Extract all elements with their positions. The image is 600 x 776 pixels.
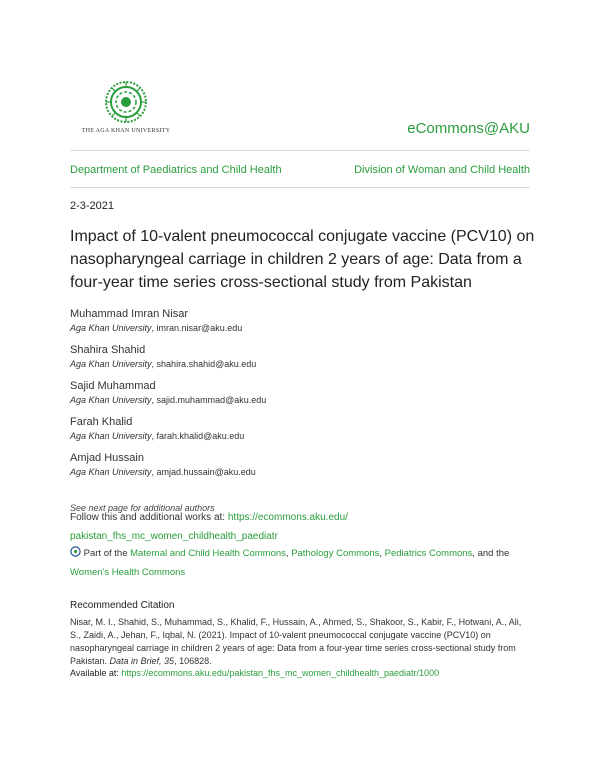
divider	[70, 150, 530, 151]
part-of-collections: Part of the Maternal and Child Health Commons, Pathology Commons, Pediatrics Commons, and the Women's Health Commons	[70, 548, 510, 578]
author-affiliation: Aga Khan University, shahira.shahid@aku.edu	[70, 359, 257, 369]
division-link[interactable]: Division of Woman and Child Health	[354, 164, 530, 176]
author-name: Muhammad Imran Nisar	[70, 308, 188, 320]
publication-date: 2-3-2021	[70, 200, 115, 212]
follow-works	[70, 508, 510, 546]
journal-name: Data in Brief, 35	[109, 656, 175, 666]
collection-link[interactable]: Women's Health Commons	[70, 567, 186, 578]
follow-text: Follow this and additional works at:	[70, 512, 228, 523]
paper-title: Impact of 10-valent pneumococcal conjugate vaccine (PCV10) on nasopharyngeal carriage in children 2 years of age: Data from a four-year time series cross-sectional study from Pakistan	[70, 228, 535, 291]
author-name: Sajid Muhammad	[70, 380, 156, 392]
available-link[interactable]: https://ecommons.aku.edu/pakistan_fhs_mc_women_childhealth_paediatr/1000	[121, 668, 440, 678]
department-link[interactable]: Department of Paediatrics and Child Health	[70, 164, 282, 176]
author-name: Farah Khalid	[70, 416, 133, 428]
author-affiliation: Aga Khan University, sajid.muhammad@aku.edu	[70, 395, 267, 405]
follow-link-continued[interactable]: pakistan_fhs_mc_women_childhealth_paediatr	[70, 531, 278, 542]
author-entry	[70, 344, 510, 369]
logo-text: THE AGA KHAN UNIVERSITY	[81, 128, 171, 134]
author-entry	[70, 452, 510, 477]
collection-link[interactable]: Pediatrics Commons	[384, 548, 473, 559]
collection-link[interactable]: Pathology Commons	[291, 548, 380, 559]
author-name: Shahira Shahid	[70, 344, 146, 356]
author-affiliation: Aga Khan University, amjad.hussain@aku.edu	[70, 467, 256, 477]
author-affiliation: Aga Khan University, farah.khalid@aku.edu	[70, 431, 245, 441]
follow-link[interactable]: https://ecommons.aku.edu/	[227, 512, 348, 523]
author-name: Amjad Hussain	[70, 452, 144, 464]
citation-heading: Recommended Citation	[70, 600, 175, 611]
collection-link[interactable]: Maternal and Child Health Commons	[130, 548, 286, 559]
author-list	[70, 308, 510, 488]
author-entry	[70, 416, 510, 441]
network-icon	[70, 546, 81, 557]
author-affiliation: Aga Khan University, imran.nisar@aku.edu	[70, 323, 243, 333]
divider	[70, 187, 530, 188]
citation-text: Nisar, M. I., Shahid, S., Muhammad, S., Khalid, F., Hussain, A., Ahmed, S., Shakoor, S., Kabir, F., Hotwani, A., Ali, S., Zaidi, A., Jehan, F., Iqbal, N. (2021). Impact of 10-valent pneumococcal conjugate vaccine (PCV10) on nasopharyngeal carriage in children 2 years of age: Data from a four-year time series cross-sectional study from Pakistan. Data in Brief, 35, 106828.	[70, 617, 522, 666]
see-next-page-note: See next page for additional authors	[70, 503, 215, 513]
author-entry	[70, 380, 510, 405]
aga-khan-emblem-icon	[104, 80, 148, 124]
site-name-link[interactable]: eCommons@AKU	[407, 120, 530, 137]
author-entry	[70, 308, 510, 333]
available-label: Available at:	[70, 668, 122, 678]
available-at	[70, 668, 530, 678]
